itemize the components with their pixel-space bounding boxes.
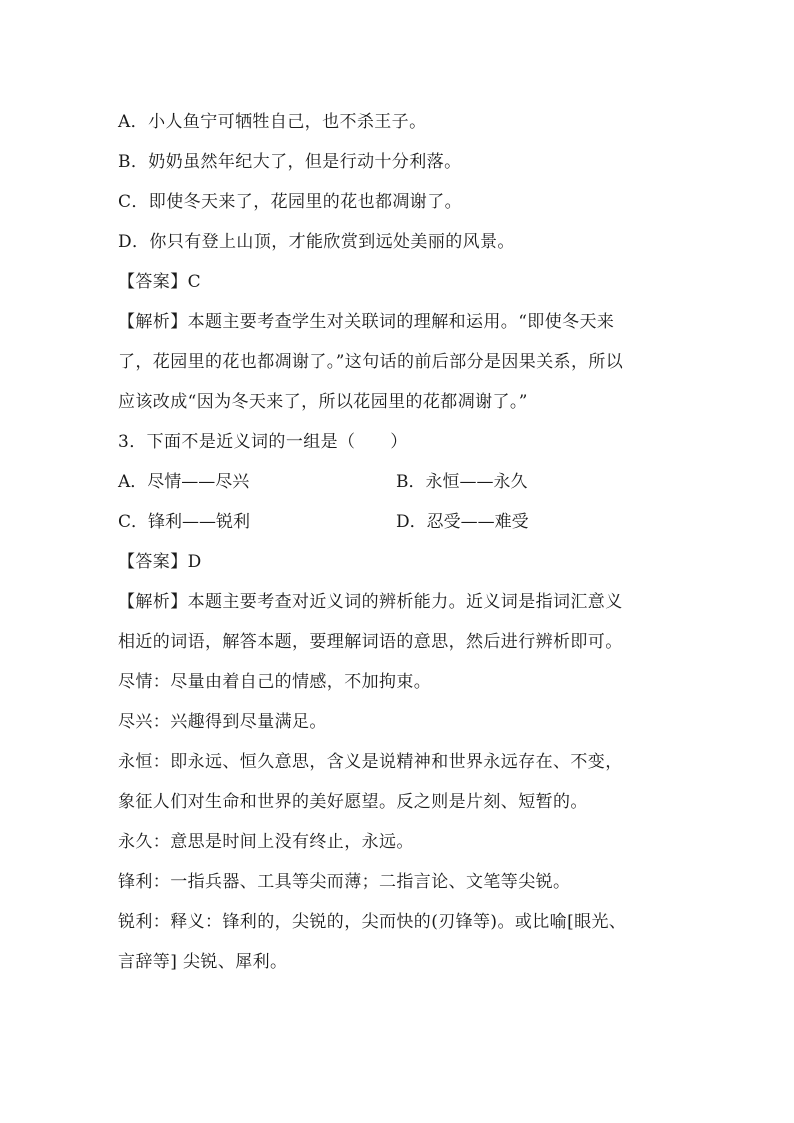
q3-options-row-2 bbox=[118, 502, 688, 542]
q2-analysis-line: 【解析】本题主要考查学生对关联词的理解和运用。“即使冬天来 bbox=[118, 312, 615, 332]
q3-option-b: B．永恒——永久 bbox=[396, 472, 528, 492]
q2-option-a: A．小人鱼宁可牺牲自己，也不杀王子。 bbox=[118, 112, 427, 132]
q2-analysis-line: 了，花园里的花也都凋谢了。”这句话的前后部分是因果关系，所以 bbox=[118, 352, 624, 372]
q2-option-b: B．奶奶虽然年纪大了，但是行动十分利落。 bbox=[118, 152, 462, 172]
q3-answer: 【答案】D bbox=[118, 552, 202, 572]
q3-option-d: D．忍受——难受 bbox=[396, 512, 529, 532]
q3-analysis-line: 永久：意思是时间上没有终止，永远。 bbox=[118, 832, 414, 852]
q3-analysis-line: 言辞等] 尖锐、犀利。 bbox=[118, 952, 288, 972]
q3-options-row-1 bbox=[118, 462, 688, 502]
q3-analysis-line: 锐利：释义：锋利的，尖锐的，尖而快的(刃锋等)。或比喻[眼光、 bbox=[118, 912, 627, 932]
q2-answer: 【答案】C bbox=[118, 272, 202, 292]
q2-analysis-line: 应该改成“因为冬天来了，所以花园里的花都凋谢了。” bbox=[118, 392, 528, 412]
q2-option-c: C．即使冬天来了，花园里的花也都凋谢了。 bbox=[118, 192, 463, 212]
q3-option-c: C．锋利——锐利 bbox=[118, 512, 251, 532]
q3-analysis-line: 相近的词语，解答本题，要理解词语的意思，然后进行辨析即可。 bbox=[118, 632, 623, 652]
q3-analysis-line: 【解析】本题主要考查对近义词的辨析能力。近义词是指词汇意义 bbox=[118, 592, 623, 612]
q3-analysis-line: 象征人们对生命和世界的美好愿望。反之则是片刻、短暂的。 bbox=[118, 792, 588, 812]
q3-stem: 3．下面不是近义词的一组是（ ） bbox=[118, 432, 408, 452]
q3-analysis-line: 锋利：一指兵器、工具等尖而薄；二指言论、文笔等尖锐。 bbox=[118, 872, 571, 892]
q2-option-d: D．你只有登上山顶，才能欣赏到远处美丽的风景。 bbox=[118, 232, 515, 252]
document-page bbox=[118, 102, 688, 982]
q3-analysis-line: 永恒：即永远、恒久意思，含义是说精神和世界永远存在、不变， bbox=[118, 752, 623, 772]
q3-option-a: A．尽情——尽兴 bbox=[118, 472, 250, 492]
q3-analysis-line: 尽情：尽量由着自己的情感，不加拘束。 bbox=[118, 672, 432, 692]
q3-analysis-line: 尽兴：兴趣得到尽量满足。 bbox=[118, 712, 327, 732]
